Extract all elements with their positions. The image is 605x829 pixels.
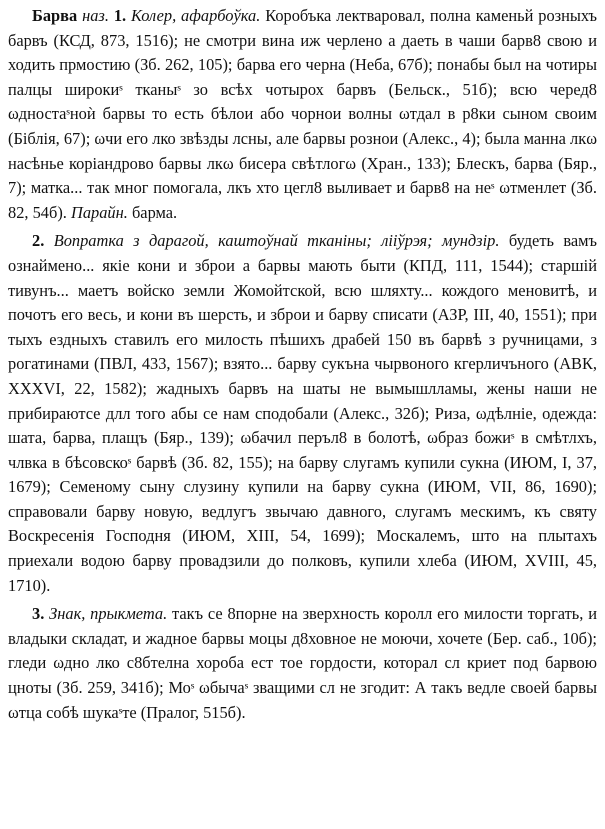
sense-2-number: 2. <box>32 231 45 251</box>
sense-1-number: 1. <box>113 6 127 25</box>
sense-1-paragraph <box>8 4 597 225</box>
sense-2-citations: будеть вамъ ознаймено... якіе кони и зброи а барвы мають быти (КПД, 111, 1544); старшій тивунъ... маетъ войско земли Жомойтской, всю шляхту... кождого меновитѣ, и почотъ его весь, и кони въ шерсть, и зброи и барву списати (АЗР, III, 40, 1551); при тыхъ ездныхъ ставилъ его милость пѣшихъ драбей 150 въ барвѣ з ручницами, з рогатинами (ПВЛ, 433, 1567); взято... барву сукъна чырвоного кгерличъного (АВК, XXXVI, 22, 1582); жадныхъ барвъ на шаты не вымышлламы, жены наши не прибираютсе длл того абы се нам сподобали (Алекс., 32б); Риза, ωдѣлніе, одежда: шата, барва, плащъ (Бяр., 139); ωбачил перъл8 в болотѣ, ωбраз божиˢ в смѣтлхъ, члвка в бѣсовскоˢ барвѣ (Зб. 82, 155); на барву слугамъ купили сукна (ИЮМ, I, 37, 1679); Семеному сыну слузину купили на барву сукна (ИЮМ, VII, 86, 1690); справовали барву новую, ведлугъ звычаю давного, слугамъ мескимъ, къ святу Воскресенія Господня (ИЮМ, XIII, 54, 1699); Москалемъ, што на плытахъ приехали водою барву провадзили до полковъ, купили хлеба (ИЮМ, XVIII, 45, 1710). <box>8 231 598 595</box>
sense-2-gloss: Вопратка з дарагой, каштоўнай тканіны; лііўрэя; мундзір. <box>53 231 500 251</box>
sense-3-gloss: Знак, прыкмета. <box>49 604 168 624</box>
sense-3-citations-end: А такъ ведле своей барвы ωтца собѣ шукаˢте (Пралог, 515б). <box>8 678 597 722</box>
cross-reference-label: Парайн. <box>70 202 128 222</box>
cross-reference-word: барма. <box>131 202 178 222</box>
sense-3-paragraph <box>8 602 597 725</box>
sense-1-gloss: Колер, афарбоўка. <box>131 6 261 25</box>
sense-2-paragraph <box>8 229 597 598</box>
sense-1-citations: Коробъка лектваровал, полна каменьй розныхъ барвъ (КСД, 873, 1516); не смотри вина иж черлено а даеть в чаши барв8 свою и ходить прмостию (Зб. 262, 105); барва его черна (Неба, 67б); понабы был на чотиры палцы широкиˢ тканыˢ зо всѣх чотырох барвъ (Бельск., 51б); всю черед8 ωдностаˢноѝ барвы то есть бѣлои або чорнои волны ωтдал в р8ки сыном своим (Біблія, 67); ωчи его лко звѣзды лсны, але барвы рознои (Алекс., 4); была манна лкω насѣнье коріандрово барвы лкω бисера свѣтлогω (Хран., 133); Блескъ, барва (Бяр., 7); матка... так мног помогала, лкъ хто цегл8 выливает и барв8 на неˢ ωтменлет (Зб. 82, 54б). <box>8 6 597 222</box>
dictionary-entry-barva <box>8 4 597 725</box>
grammar-label: наз. <box>82 6 109 25</box>
sense-3-number: 3. <box>32 604 45 624</box>
headword: Барва <box>32 6 78 25</box>
sense-3-citations: такъ се 8порне на зверхность королл его милости торгать, и владыки складат, и жадное барвы моцы д8ховное не моючи, хочете (Бер. саб., 10б); гледи ωдно лко с8бтелна хороба ест тое гордости, которал сл криет под барвою цноты (Зб. 259, 341б); Моˢ ωбычаˢ зващими сл не згодит: <box>8 604 597 698</box>
